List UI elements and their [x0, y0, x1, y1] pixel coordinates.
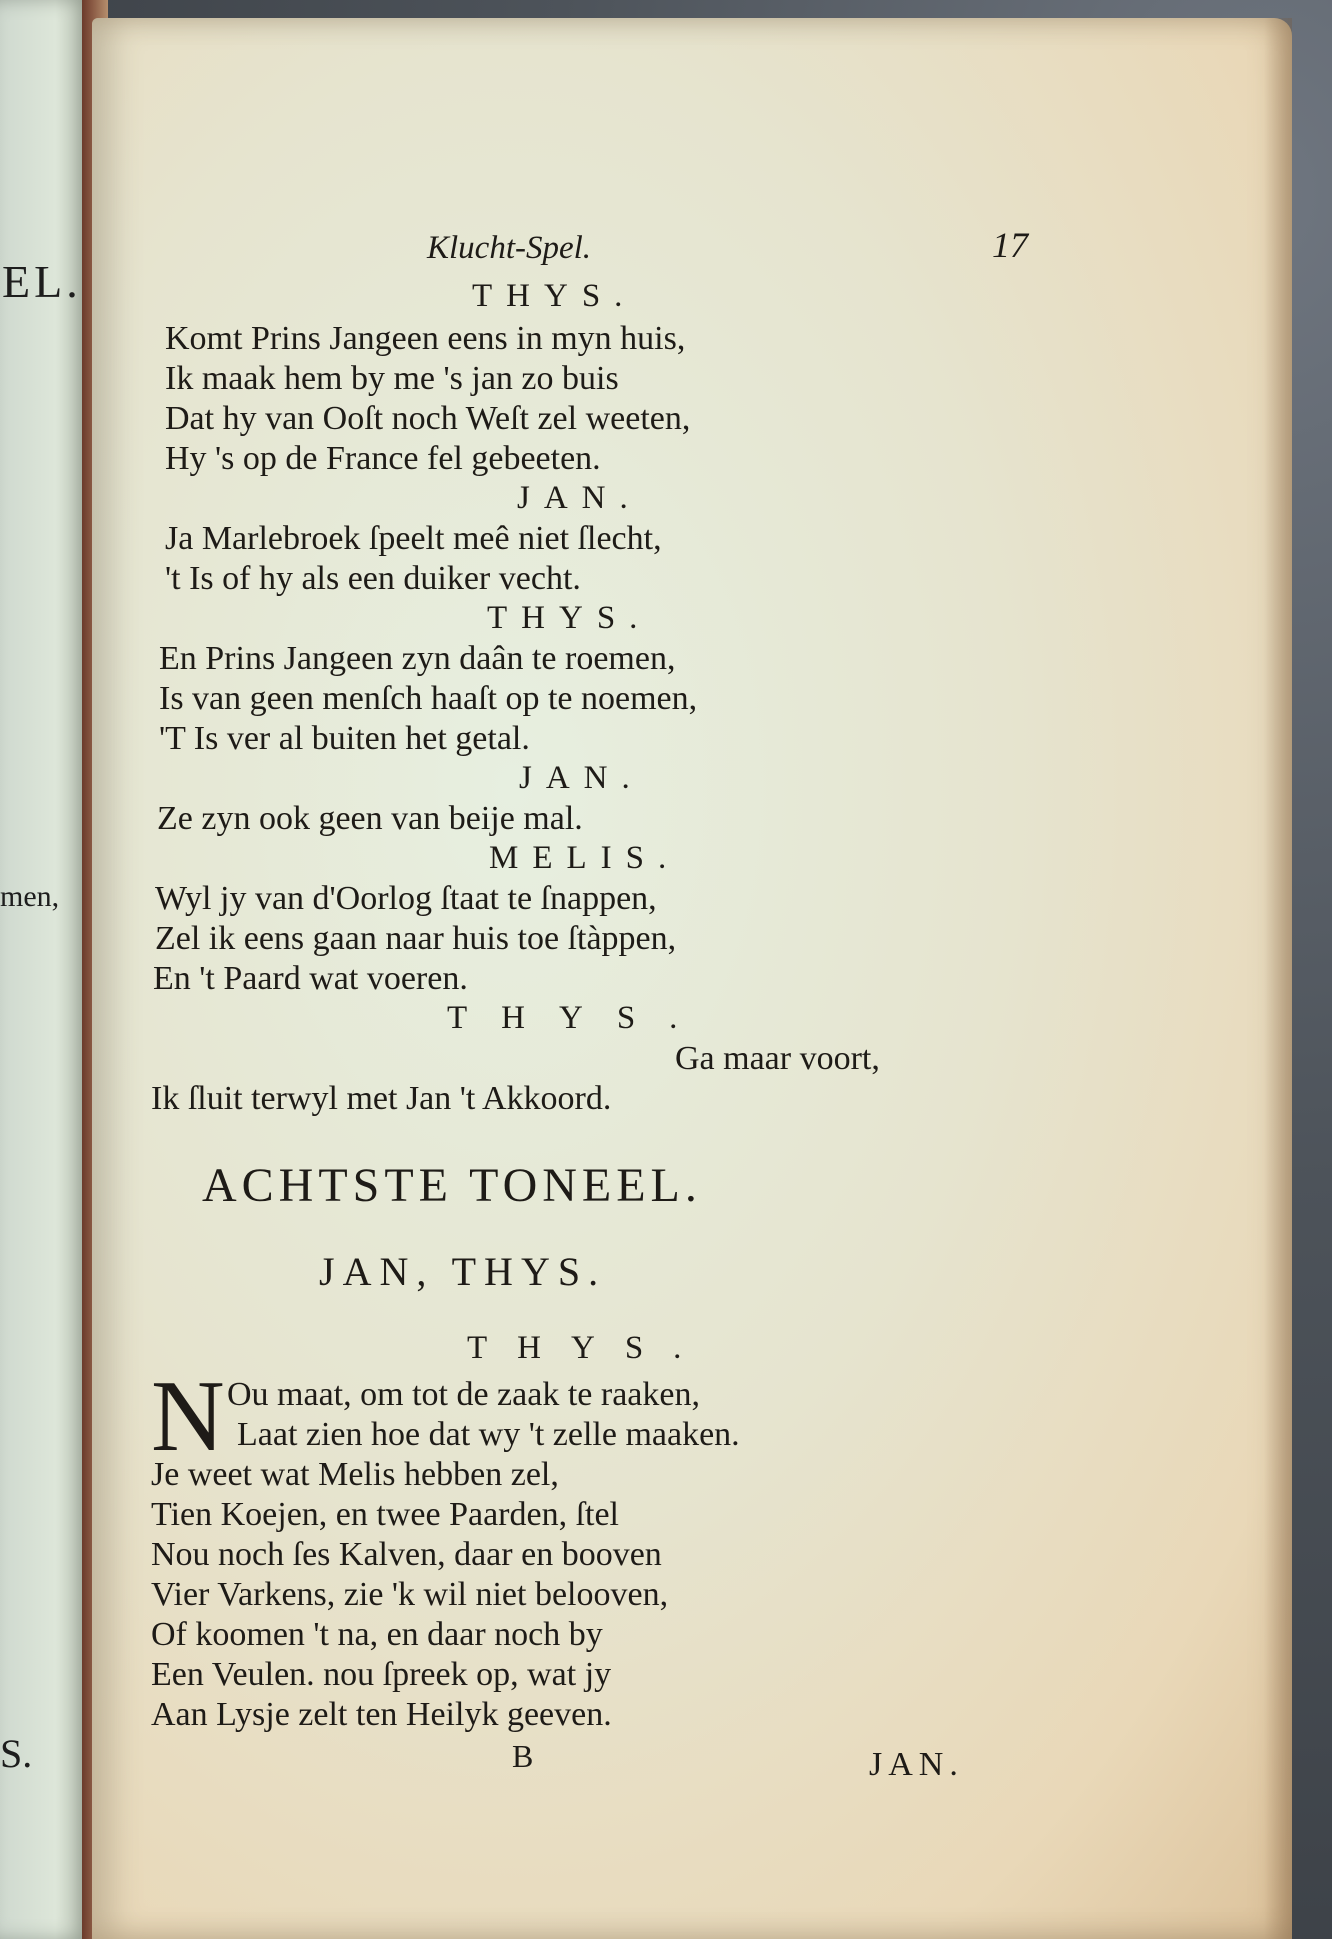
verse-line: Zel ik eens gaan naar huis toe ſtàppen, [155, 920, 677, 957]
verse-line: Nou noch ſes Kalven, daar en booven [151, 1536, 662, 1573]
speaker-heading: THYS. [447, 1000, 712, 1036]
speaker-heading: JAN. [517, 480, 642, 516]
verse-line: Ou maat, om tot de zaak te raaken, [227, 1376, 700, 1413]
signature-mark: B [512, 1738, 534, 1774]
speaker-heading: MELIS. [489, 840, 681, 876]
verse-line: Je weet wat Melis hebben zel, [151, 1456, 559, 1493]
verse-line: Wyl jy van d'Oorlog ſtaat te ſnappen, [155, 880, 657, 917]
left-page-fragment-middle: men, [0, 880, 60, 913]
left-page-fragment-top: EL. [2, 256, 82, 307]
speaker-heading: THYS. [487, 600, 652, 636]
verse-line: Een Veulen. nou ſpreek op, wat jy [151, 1656, 612, 1693]
verse-line: Komt Prins Jangeen eens in myn huis, [165, 320, 686, 357]
verse-line: Vier Varkens, zie 'k wil niet belooven, [151, 1576, 669, 1613]
verse-line: Ik maak hem by me 's jan zo buis [165, 360, 619, 397]
verse-line: 'T Is ver al buiten het getal. [159, 720, 530, 757]
running-head: Klucht-Spel. [427, 230, 592, 266]
speaker-heading: JAN. [519, 760, 644, 796]
drop-cap-letter: N [151, 1360, 225, 1473]
left-facing-page [0, 0, 92, 1939]
verse-line: Ze zyn ook geen van beije mal. [157, 800, 583, 837]
catchword: JAN. [869, 1746, 964, 1783]
verse-line: Ja Marlebroek ſpeelt meê niet ſlecht, [165, 520, 662, 557]
verse-line: Hy 's op de France fel gebeeten. [165, 440, 601, 477]
left-page-fragment-bottom: S. [0, 1731, 33, 1776]
verse-line: Aan Lysje zelt ten Heilyk geeven. [151, 1696, 612, 1733]
page-edge-shadow [1264, 18, 1292, 1939]
verse-line: En 't Paard wat voeren. [153, 960, 468, 997]
verse-line: Ga maar voort, [675, 1040, 880, 1077]
verse-line: Is van geen menſch haaſt op te noemen, [159, 680, 698, 717]
verse-line: Laat zien hoe dat wy 't zelle maaken. [237, 1416, 740, 1453]
right-page [92, 18, 1292, 1939]
verse-line: Dat hy van Ooſt noch Weſt zel weeten, [165, 400, 691, 437]
scene-cast: JAN, THYS. [319, 1249, 607, 1294]
verse-line: Tien Koejen, en twee Paarden, ſtel [151, 1496, 619, 1533]
verse-line: 't Is of hy als een duiker vecht. [165, 560, 581, 597]
page-number: 17 [992, 225, 1028, 265]
speaker-heading: THYS. [467, 1330, 712, 1366]
scene-heading: ACHTSTE TONEEL. [202, 1159, 702, 1212]
verse-line: Ik ſluit terwyl met Jan 't Akkoord. [151, 1080, 612, 1117]
verse-line: En Prins Jangeen zyn daân te roemen, [159, 640, 676, 677]
speaker-heading: THYS. [472, 278, 637, 314]
verse-line: Of koomen 't na, en daar noch by [151, 1616, 603, 1653]
